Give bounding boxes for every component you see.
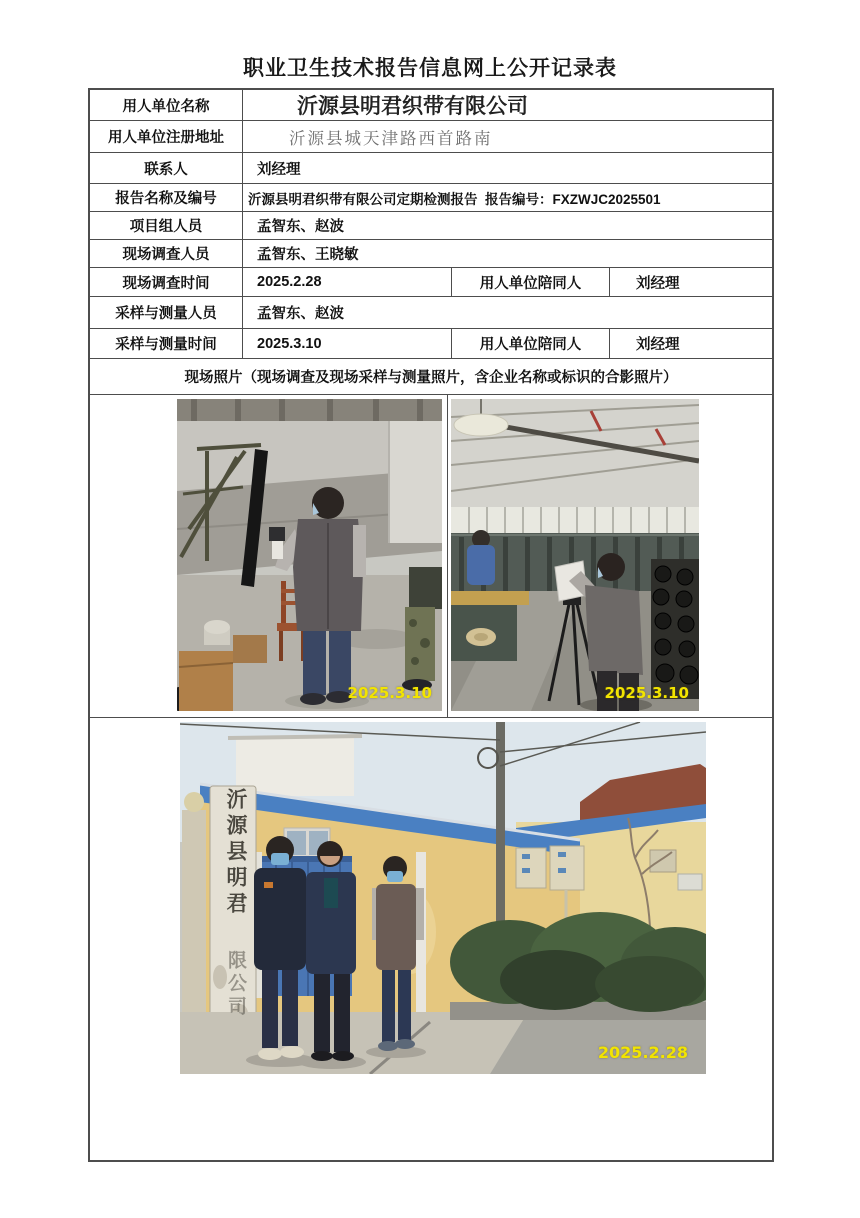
table-row	[90, 121, 772, 153]
table-row	[90, 90, 772, 121]
employer-address-label: 用人单位注册地址	[108, 130, 224, 146]
survey-escort-value: 刘经理	[609, 268, 772, 296]
photo-row-bottom	[90, 718, 772, 1160]
survey-staff-label: 现场调查人员	[122, 247, 210, 263]
photo-cell-left	[90, 395, 447, 717]
survey-escort-label: 用人单位陪同人	[451, 268, 609, 296]
report-name-value: 沂源县明君织带有限公司定期检测报告 报告编号：FXZWJC2025501	[242, 184, 772, 211]
employer-name-value: 沂源县明君织带有限公司	[242, 90, 772, 120]
photo-caption-row	[90, 359, 772, 395]
project-team-value: 孟智东、赵波	[242, 212, 772, 239]
photo-caption: 现场照片（现场调查及现场采样与测量照片，含企业名称或标识的合影照片）	[184, 370, 678, 386]
photo-sampling-workshop-image	[177, 399, 442, 711]
company-sign-text: 沂源县明君	[224, 788, 247, 918]
sampling-time-label: 采样与测量时间	[115, 337, 217, 353]
table-row	[90, 212, 772, 240]
company-sign-text-lower: 限公司	[225, 950, 246, 1019]
report-name-label: 报告名称及编号	[115, 191, 217, 207]
sampling-time-value: 2025.3.10	[242, 329, 451, 358]
page-title: 职业卫生技术报告信息网上公开记录表	[243, 57, 617, 80]
survey-time-value: 2025.2.28	[242, 268, 451, 296]
photo-row-top	[90, 395, 772, 718]
record-table	[88, 88, 774, 1162]
sampling-staff-label: 采样与测量人员	[115, 306, 217, 322]
photo-measurement-factory	[451, 399, 699, 711]
table-row	[90, 240, 772, 268]
employer-address-value: 沂源县城天津路西首路南	[242, 121, 772, 152]
survey-time-label: 现场调查时间	[122, 275, 210, 292]
contact-value: 刘经理	[242, 153, 772, 183]
photo-group-entrance	[180, 722, 706, 1074]
table-row	[90, 329, 772, 359]
photo-group-entrance-image	[180, 722, 706, 1074]
employer-name-label: 用人单位名称	[122, 98, 210, 115]
sampling-escort-value: 刘经理	[609, 329, 772, 358]
project-team-label: 项目组人员	[129, 219, 203, 235]
table-row	[90, 268, 772, 297]
contact-label: 联系人	[144, 161, 188, 178]
survey-staff-value: 孟智东、王晓敏	[242, 240, 772, 267]
sampling-staff-value: 孟智东、赵波	[242, 297, 772, 328]
photo-date-right: 2025.3.10	[604, 684, 689, 702]
sampling-escort-label: 用人单位陪同人	[451, 329, 609, 358]
photo-date-bottom: 2025.2.28	[597, 1043, 688, 1062]
table-row	[90, 297, 772, 329]
photo-sampling-workshop	[177, 399, 442, 711]
photo-date-left: 2025.3.10	[347, 684, 432, 702]
photo-measurement-factory-image	[451, 399, 699, 711]
table-row	[90, 153, 772, 184]
photo-cell-bottom	[90, 718, 772, 1160]
table-row	[90, 184, 772, 212]
photo-cell-right	[447, 395, 772, 717]
